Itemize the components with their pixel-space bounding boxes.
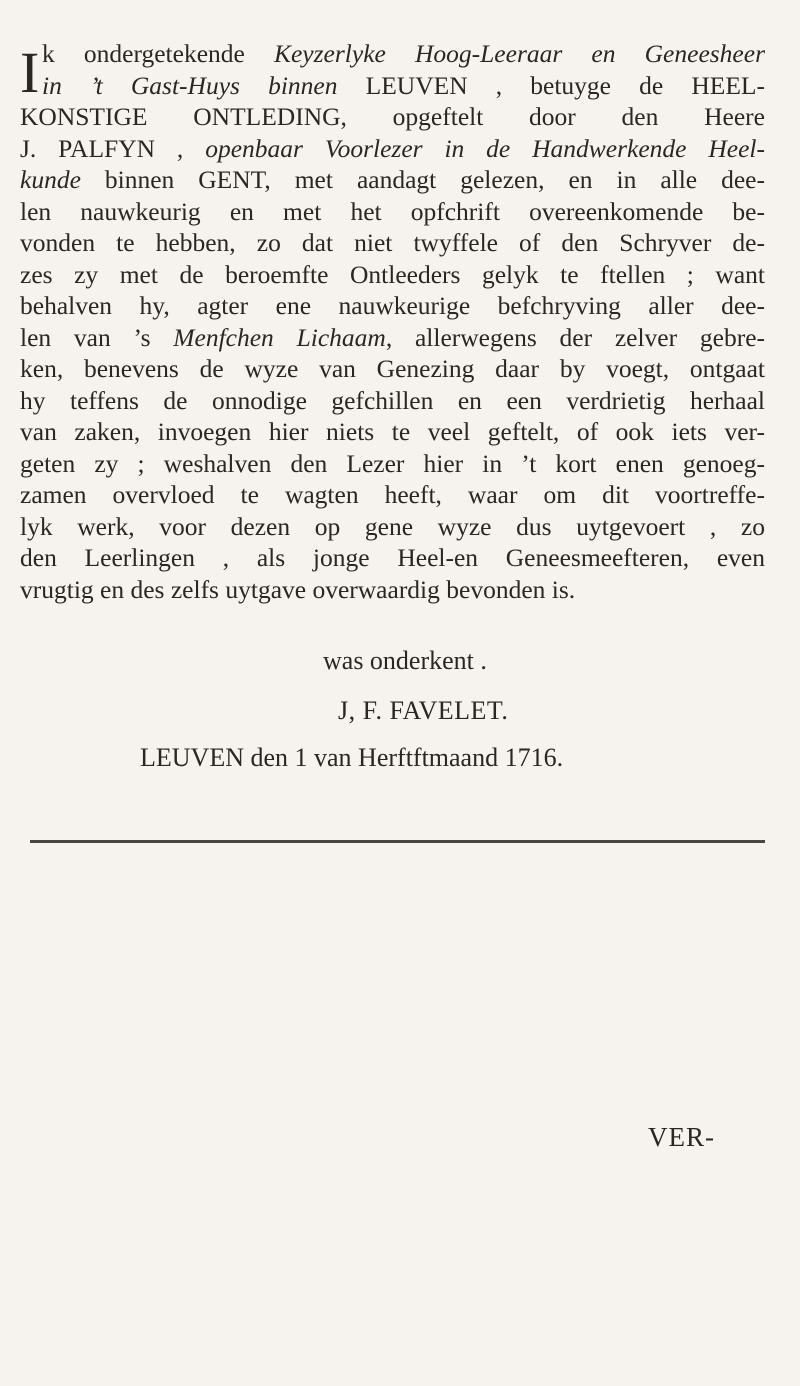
text-line (20, 416, 765, 448)
text-line (20, 479, 765, 511)
text-segment: openbaar Voorlezer in de Handwerkende Heel- (205, 133, 765, 163)
text-line (20, 133, 765, 165)
text-line (20, 353, 765, 385)
text-segment: behalven hy, agter ene nauwkeurige befchryving aller dee- (20, 291, 765, 320)
text-line (20, 164, 765, 196)
text-segment: LEUVEN , betuyge de HEEL- (365, 70, 765, 100)
text-line (20, 385, 765, 417)
text-segment: , allerwegens der zelver gebre- (385, 322, 765, 352)
text-segment: lyk werk, voor dezen op gene wyze dus uytgevoert , zo (20, 511, 765, 541)
drop-cap: I (20, 40, 40, 105)
text-segment: vrugtig en des zelfs uytgave overwaardig bevonden is. (20, 574, 576, 604)
text-line (20, 511, 765, 543)
text-segment: k ondergetekende (42, 39, 274, 68)
text-line (20, 38, 765, 70)
text-line (20, 574, 765, 606)
text-segment: J. PALFYN , (20, 133, 206, 163)
text-line (20, 448, 765, 480)
text-segment: Menfchen Lichaam (173, 322, 386, 352)
text-segment: hy teffens de onnodige gefchillen en een verdrietig herhaal (20, 385, 765, 415)
approval-note: was onderkent . (323, 646, 487, 675)
text-segment: in ’t Gast-Huys binnen (42, 70, 366, 100)
place-date: LEUVEN den 1 van Herftftmaand 1716. (140, 743, 564, 772)
text-segment: KONSTIGE ONTLEDING, opgeftelt door den Heere (20, 102, 765, 131)
divider-rule (30, 840, 765, 843)
catchword: VER- (648, 1122, 715, 1152)
signature: J, F. FAVELET. (338, 696, 509, 725)
text-segment: binnen GENT, met aandagt gelezen, en in alle dee- (80, 165, 765, 194)
text-line (20, 542, 765, 574)
text-line (20, 70, 765, 102)
text-segment: kunde (20, 165, 81, 194)
text-segment: zes zy met de beroemfte Ontleeders gelyk te ftellen ; want (20, 259, 765, 289)
text-segment: van zaken, invoegen hier niets te veel geftelt, of ook iets ver- (20, 417, 765, 446)
approval-text (20, 38, 765, 605)
text-line (20, 322, 765, 354)
text-line (20, 259, 765, 291)
text-line (20, 227, 765, 259)
text-segment: ken, benevens de wyze van Genezing daar by voegt, ontgaat (20, 354, 765, 383)
text-segment: geten zy ; weshalven den Lezer hier in ’t kort enen genoeg- (20, 448, 765, 478)
text-segment: zamen overvloed te wagten heeft, waar om dit voortreffe- (20, 480, 765, 509)
text-line (20, 290, 765, 322)
text-line (20, 196, 765, 228)
text-segment: len nauwkeurig en met het opfchrift overeenkomende be- (20, 196, 765, 226)
text-segment: Keyzerlyke Hoog-Leeraar en Geneesheer (273, 39, 765, 68)
text-segment: vonden te hebben, zo dat niet twyffele of den Schryver de- (20, 228, 765, 257)
text-segment: len van ’s (20, 322, 174, 352)
text-segment: den Leerlingen , als jonge Heel-en Geneesmeefteren, even (20, 543, 765, 572)
text-line (20, 101, 765, 133)
